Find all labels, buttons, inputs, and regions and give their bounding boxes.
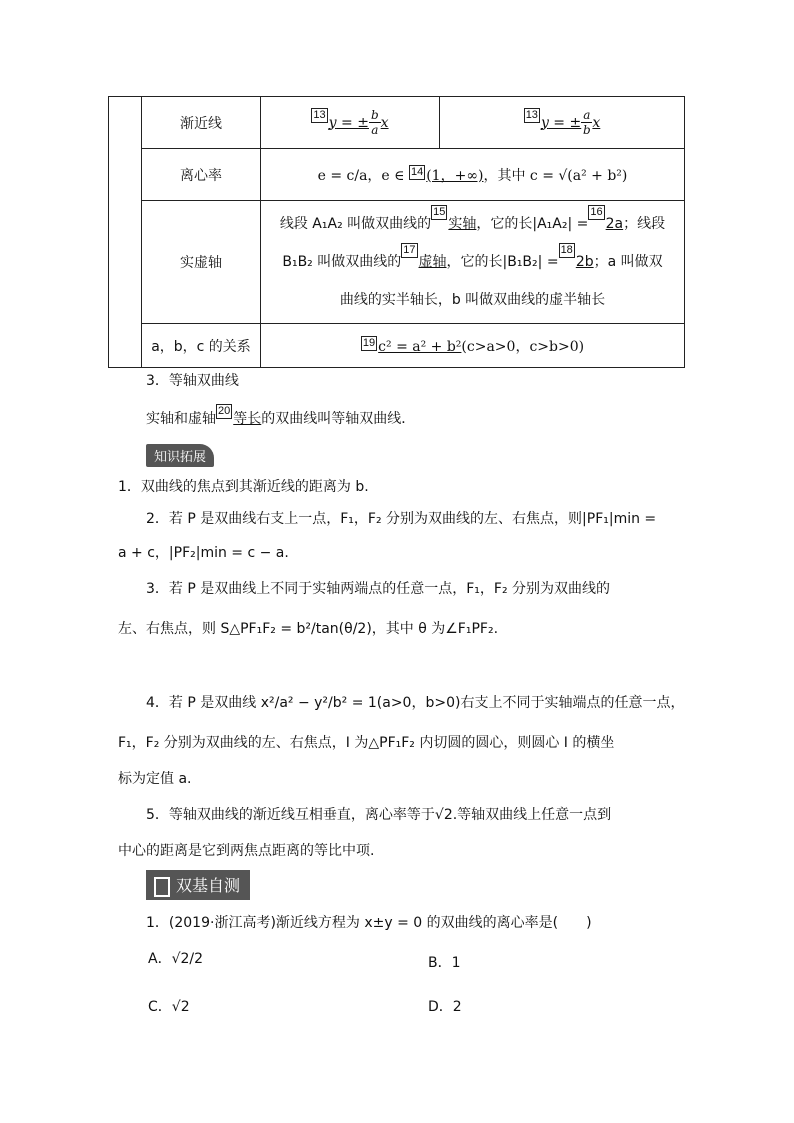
item-line: 5．等轴双曲线的渐近线互相垂直，离心率等于√2.等轴双曲线上任意一点到	[146, 807, 612, 823]
answer-number: 17	[403, 244, 416, 256]
option-key: D．	[428, 999, 453, 1015]
answer-number: 18	[560, 244, 573, 256]
section-heading: 3．等轴双曲线	[146, 373, 239, 389]
answer-number: 20	[218, 405, 231, 417]
item-line: a + c，|PF₂|min = c − a.	[118, 545, 289, 561]
axes-cell	[261, 201, 685, 324]
text: ；线段	[623, 216, 666, 232]
knowledge-extension-tag: 知识拓展	[146, 444, 214, 467]
self-test-label: 双基自测	[176, 876, 241, 895]
eccentricity-cell	[261, 149, 685, 201]
item-line: 3．若 P 是双曲线上不同于实轴两端点的任意一点，F₁，F₂ 分别为双曲线的	[146, 581, 611, 597]
item-line: 2．若 P 是双曲线右支上一点，F₁，F₂ 分别为双曲线的左、右焦点，则|PF₁|min =	[146, 511, 657, 527]
fraction: $\frac{b}{a}$	[370, 108, 379, 137]
item-line: 标为定值 a.	[118, 771, 192, 787]
hyperbola-properties-table	[108, 96, 685, 368]
answer-text: 2b	[575, 254, 594, 270]
option-b	[428, 952, 461, 972]
text: B₁B₂ 叫做双曲线的	[282, 254, 402, 270]
axes-line-1	[271, 205, 674, 243]
option-value: √2	[171, 999, 190, 1015]
eccentricity-prefix: e = c/a，e ∈	[317, 167, 405, 184]
asymptote-cell-2: 13 y = ± $\frac{a}{b}$ x	[440, 97, 685, 149]
answer-text: 实轴	[448, 216, 477, 232]
box-icon	[154, 877, 170, 897]
answer-number: 16	[590, 206, 603, 218]
row-label: 离心率	[142, 149, 261, 201]
text: ，它的长|A₁A₂| =	[476, 216, 589, 232]
answer-number: 15	[433, 206, 446, 218]
text: 实轴和虚轴	[146, 411, 216, 427]
option-d	[428, 996, 462, 1016]
text: ；a 叫做双	[593, 254, 663, 270]
text: 线段 A₁A₂ 叫做双曲线的	[279, 216, 432, 232]
option-key: A．	[148, 951, 172, 967]
item-line: 4．若 P 是双曲线 x²/a² − y²/b² = 1(a>0，b>0)右支上不同于实轴端点的任意一点，	[146, 695, 685, 711]
axes-line-2	[271, 243, 674, 281]
answer-number: 13	[525, 109, 538, 121]
option-key: B．	[428, 955, 452, 971]
fraction: $\frac{a}{b}$	[582, 108, 591, 137]
table-row	[109, 97, 685, 149]
option-value: 1	[451, 955, 461, 971]
option-a	[148, 948, 203, 968]
answer-text: 等长	[233, 411, 262, 427]
item-line: 中心的距离是它到两焦点距离的等比中项.	[118, 843, 375, 859]
axes-line-3: 曲线的实半轴长，b 叫做双曲线的虚半轴长	[339, 292, 606, 308]
table-row	[109, 201, 685, 324]
answer-number: 14	[410, 165, 424, 178]
option-c	[148, 996, 190, 1016]
table-row	[109, 149, 685, 201]
answer-text: 虚轴	[418, 254, 447, 270]
table-stub-cell	[109, 97, 142, 368]
answer-text: (1，+∞)	[426, 167, 484, 184]
text: 的双曲线叫等轴双曲线．	[261, 411, 416, 427]
question-stem: 1．(2019·浙江高考)渐近线方程为 x±y = 0 的双曲线的离心率是( )	[146, 915, 592, 931]
eccentricity-suffix: ，其中 c = √(a² + b²)	[483, 167, 628, 184]
relation-suffix: (c>a>0，c>b>0)	[461, 338, 585, 355]
answer-number: 13	[313, 109, 326, 121]
relation-cell	[261, 324, 685, 368]
text: ，它的长|B₁B₂| =	[446, 254, 559, 270]
row-label: a，b，c 的关系	[142, 324, 261, 368]
asymptote-cell-1: 13 y = ± $\frac{b}{a}$ x	[261, 97, 440, 149]
answer-number: 19	[362, 336, 376, 349]
table-row	[109, 324, 685, 368]
item-line: F₁，F₂ 分别为双曲线的左、右焦点，I 为△PF₁F₂ 内切圆的圆心，则圆心 I 的横坐	[118, 735, 615, 751]
row-label: 实虚轴	[142, 201, 261, 324]
answer-text: c² = a² + b²	[378, 338, 462, 355]
answer-text: 2a	[605, 216, 624, 232]
item-line: 左、右焦点，则 S△PF₁F₂ = b²/tan(θ/2)，其中 θ 为∠F₁PF₂.	[118, 621, 499, 637]
item-line: 1．双曲线的焦点到其渐近线的距离为 b.	[118, 479, 369, 495]
option-value: √2/2	[171, 951, 204, 967]
option-key: C．	[148, 999, 172, 1015]
section-text	[146, 404, 706, 434]
self-test-tag	[146, 870, 250, 900]
option-value: 2	[452, 999, 462, 1015]
row-label: 渐近线	[142, 97, 261, 149]
